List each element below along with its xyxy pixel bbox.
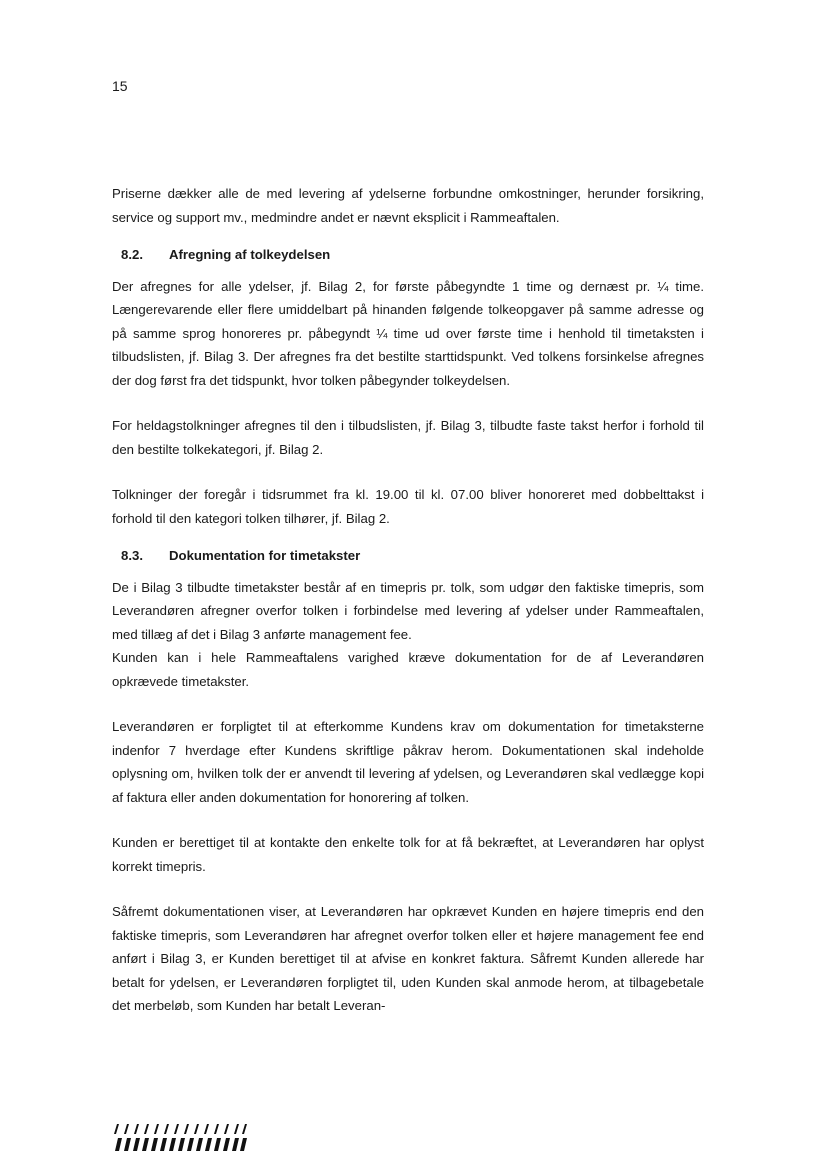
paragraph-documentation-request: Kunden kan i hele Rammeaftalens varighed kræve dokumentation for de af Leverandøren opkrævede timetakster.: [112, 650, 704, 689]
paragraph-supplier-obligation: Leverandøren er forpligtet til at efterkomme Kundens krav om dokumentation for timetaksterne indenfor 7 hverdage efter Kundens skriftlige påkrav herom. Dokumentationen skal indeholde oplysning om, hvilken tolk der er anvendt til levering af ydelsen, og Leverandøren skal vedlægge kopi af faktura eller anden dokumentation for honorering af tolken.: [112, 719, 704, 805]
paragraph-billing-rules: Der afregnes for alle ydelser, jf. Bilag 2, for første påbegyndte 1 time og dernæst pr. ¼ time. Længerevarende eller flere umiddelbart på hinanden følgende tolkeopgaver på samme adresse og på samme sprog honoreres pr. påbegyndt ¼ time ud over første time i henhold til timetaksten i tilbudslisten, jf. Bilag 3. Der afregnes fra det bestilte starttidspunkt. Ved tolkens forsinkelse afregnes der dog først fra det tidspunkt, hvor tolken påbegynder tolkeydelsen.: [112, 278, 704, 388]
section-title: Dokumentation for timetakster: [169, 548, 361, 563]
paragraph-pricing-coverage: Priserne dækker alle de med levering af ydelserne forbundne omkostninger, herunder forsikring, service og support mv., medmindre andet er nævnt eksplicit i Rammeaftalen.: [112, 186, 704, 225]
section-title: Afregning af tolkeydelsen: [169, 247, 331, 262]
paragraph-overcharge: Såfremt dokumentationen viser, at Leverandøren har opkrævet Kunden en højere timepris end den faktiske timepris, som Leverandøren har afregnet overfor tolken eller et højere management fee end anført i Bilag 3, er Kunden berettiget til at afvise en konkret faktura. Såfremt Kunden allerede har betalt for ydelsen, er Leverandøren forpligtet til, uden Kunden skal anmode herom, at tilbagebetale det merbeløb, som Kunden har betalt Leveran-: [112, 904, 704, 1013]
section-heading-8-2: [112, 243, 704, 267]
page-number: 15: [112, 78, 128, 94]
section-heading-8-3: [112, 544, 704, 568]
paragraph-night-rate: Tolkninger der foregår i tidsrummet fra kl. 19.00 til kl. 07.00 bliver honoreret med dobbelttakst i forhold til den kategori tolken tilhører, jf. Bilag 2.: [112, 487, 704, 526]
paragraph-full-day-interpretation: For heldagstolkninger afregnes til den i tilbudslisten, jf. Bilag 3, tilbudte faste takst herfor i forhold til den bestilte tolkekategori, jf. Bilag 2.: [112, 418, 704, 457]
section-number: 8.2.: [121, 247, 143, 262]
paragraph-hourly-rates: De i Bilag 3 tilbudte timetakster består af en timepris pr. tolk, som udgør den faktiske timepris, som Leverandøren afregner overfor tolken i forbindelse med levering af ydelser under Rammeaftalen, med tillæg af det i Bilag 3 anførte management fee.: [112, 579, 704, 642]
paragraph-contact-interpreter: Kunden er berettiget til at kontakte den enkelte tolk for at få bekræftet, at Leverandøren har oplyst korrekt timepris.: [112, 835, 704, 874]
barcode-icon: [114, 1124, 248, 1152]
document-body: [112, 182, 704, 1018]
section-number: 8.3.: [121, 548, 143, 563]
